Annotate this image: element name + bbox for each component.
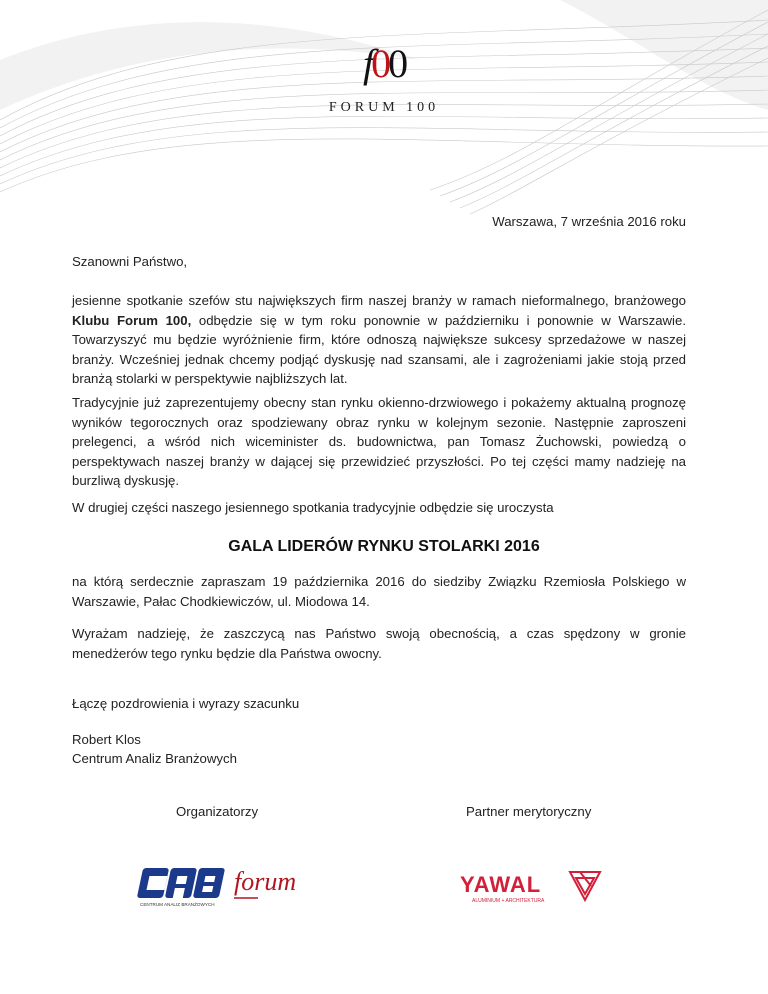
forum100-logo-mark: f00 xyxy=(362,41,406,86)
salutation: Szanowni Państwo, xyxy=(72,254,188,269)
svg-text:forum: forum xyxy=(234,867,297,896)
decorative-wave-graphic xyxy=(0,0,768,250)
cab-logo-caption: CENTRUM ANALIZ BRANŻOWYCH xyxy=(140,902,215,907)
signature-organization: Centrum Analiz Branżowych xyxy=(72,751,237,766)
yawal-emblem-icon xyxy=(570,872,600,900)
letter-date: Warszawa, 7 września 2016 roku xyxy=(492,214,686,229)
forum100-wordmark: FORUM 100 xyxy=(328,100,440,115)
cab-logo xyxy=(136,864,228,910)
paragraph-2: Tradycyjnie już zaprezentujemy obecny stan rynku okienno-drzwiowego i pokażemy aktualną prognozę wyników tegorocznych oraz spodziewany obraz rynku w kolejnym sezonie. Następnie zaproszeni prelegenci, a wśród nich wiceminister ds. budownictwa, pan Tomasz Żuchowski, powiedzą o perspektywach naszej branży w dającej się przewidzieć przyszłości. Po tej części mamy nadzieję na burzliwą dyskusję. xyxy=(72,395,686,489)
paragraph-3: W drugiej części naszego jesiennego spotkania tradycyjnie odbędzie się uroczysta xyxy=(72,500,554,515)
organizers-label: Organizatorzy xyxy=(176,804,259,819)
paragraph-1: jesienne spotkanie szefów stu największych firm naszej branży w ramach nieformalnego, branżowego Klubu Forum 100, odbędzie się w tym roku ponownie w październiku i ponownie w Warszawie. Towarzyszyć mu będzie wyróżnienie firm, które odnoszą największe sukcesy sprzedażowe w naszej branży. Wcześniej jednak chcemy podjąć dyskusję nad szansami, ale i zagrożeniami jakie stoją przed branżą stolarki w perspektywie najbliższych lat. xyxy=(72,293,686,387)
signature-name: Robert Klos xyxy=(72,732,141,747)
paragraph-4: na którą serdecznie zapraszam 19 października 2016 do siedziby Związku Rzemiosła Polskiego w Warszawie, Pałac Chodkiewiczów, ul. Miodowa 14. xyxy=(72,574,686,609)
svg-text:ALUMINIUM + ARCHITEKTURA: ALUMINIUM + ARCHITEKTURA xyxy=(472,898,545,904)
partner-label: Partner merytoryczny xyxy=(466,804,592,819)
svg-text:YAWAL: YAWAL xyxy=(460,872,542,897)
paragraph-5: Wyrażam nadzieję, że zaszczycą nas Państwo swoją obecnością, a czas spędzony w gronie menedżerów tego rynku będzie dla Państwa owocny. xyxy=(72,626,686,661)
closing: Łączę pozdrowienia i wyrazy szacunku xyxy=(72,696,300,711)
gala-headline: GALA LIDERÓW RYNKU STOLARKI 2016 xyxy=(228,538,540,555)
yawal-logo xyxy=(460,868,608,904)
forum-logo xyxy=(230,864,312,904)
